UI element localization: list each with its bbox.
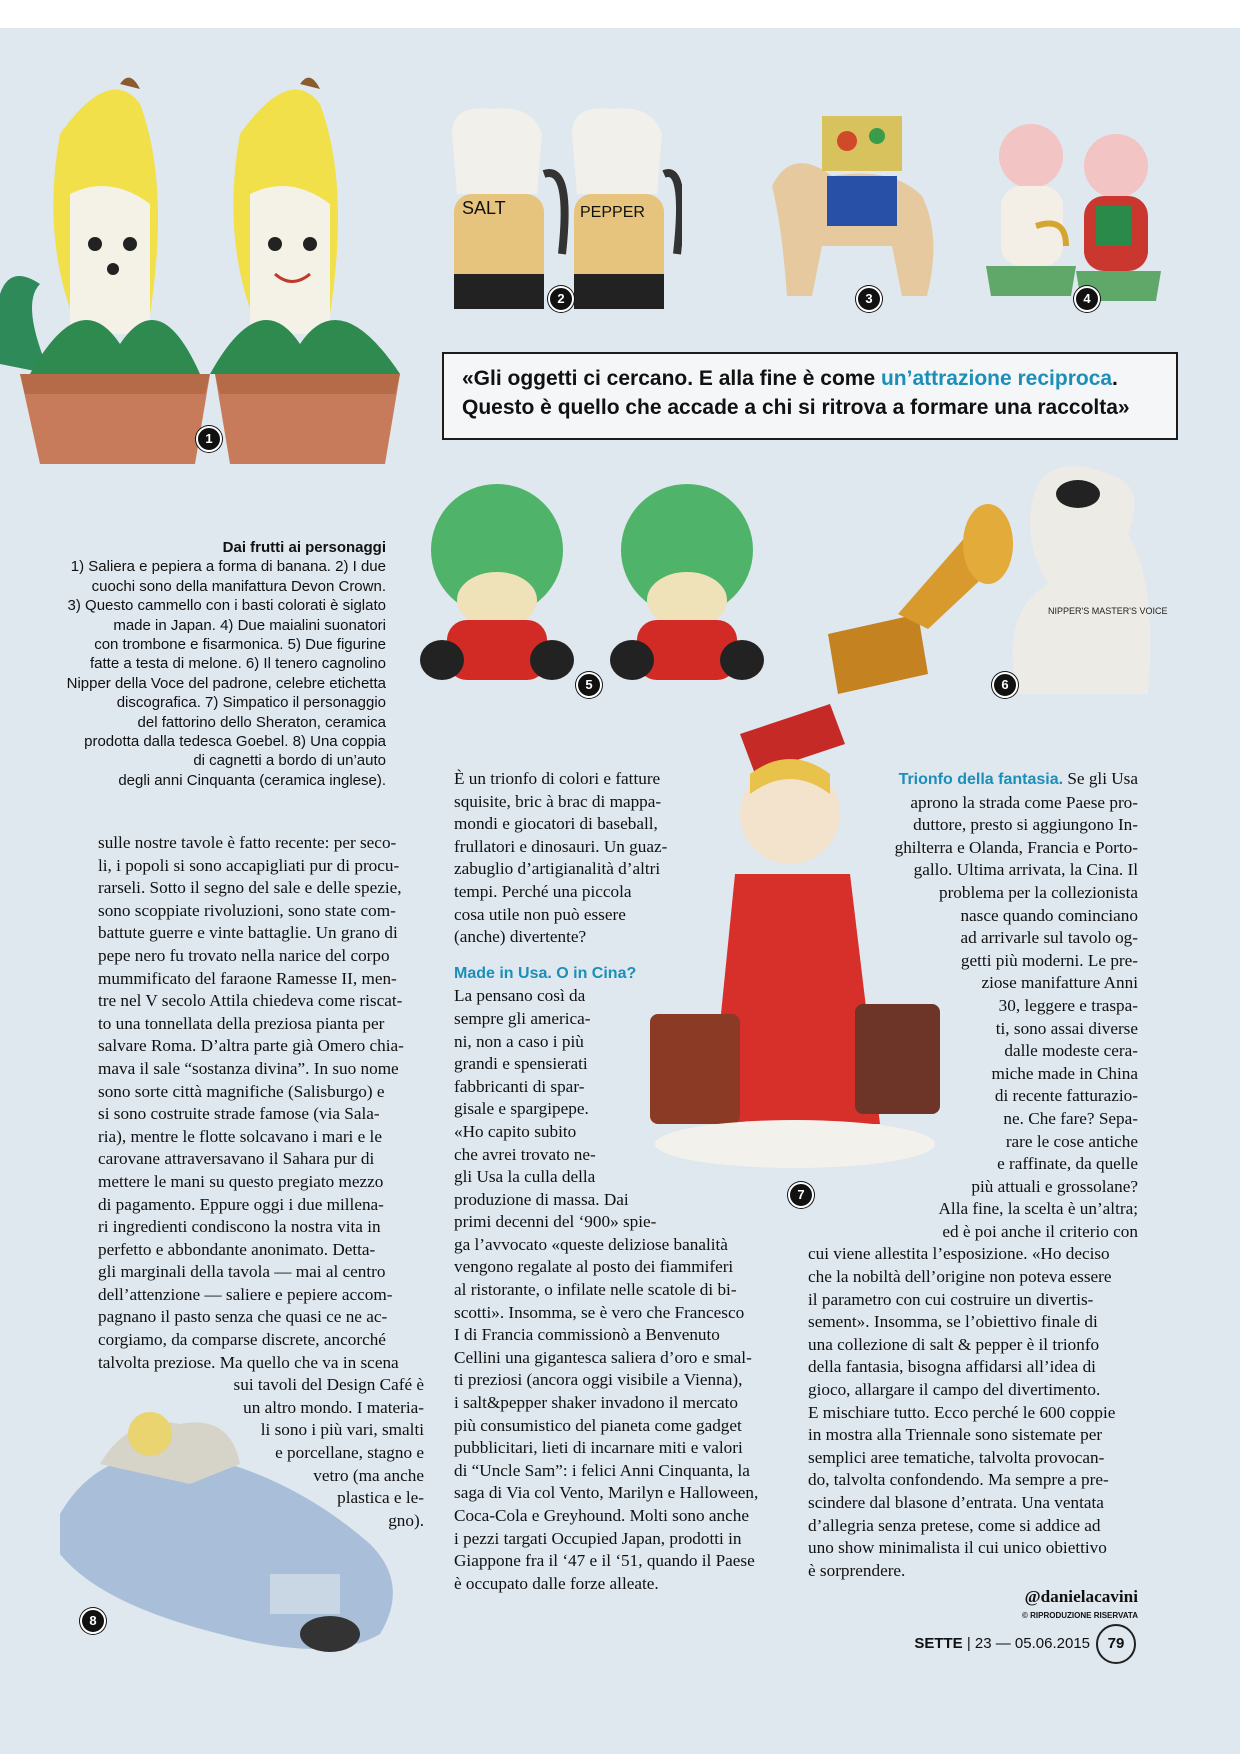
caption-line: Nipper della Voce del padrone, celebre etichetta [66,674,386,692]
text-line: sement». Insomma, se l’obiettivo finale di [808,1312,1098,1332]
text-line: sui tavoli del Design Café è [233,1375,424,1395]
text-line: squisite, bric à brac di mappa- [454,791,662,811]
caption-line: degli anni Cinquanta (ceramica inglese). [118,771,386,789]
text-line: i pezzi targati Occupied Japan, prodotti in [454,1528,742,1548]
page-number: 79 [1107,1635,1125,1652]
text-line: un altro mondo. I materia- [243,1397,424,1417]
text-line: produzione di massa. Dai [454,1189,629,1209]
text-line: ziose manifatture Anni [981,973,1138,993]
caption-line: discografica. 7) Simpatico il personaggio [116,694,386,712]
text-line: getti più moderni. Le pre- [960,950,1138,970]
photo-number-badge: 2 [548,286,574,312]
text-line: miche made in China [991,1063,1138,1083]
text-line: al ristorante, o infilate nelle scatole di bi- [454,1280,737,1300]
text-line: gallo. Ultima arrivata, la Cina. Il [913,860,1138,880]
text-line: si sono costruite strade famose (via Sala- [98,1104,380,1124]
text-line: tre nel V secolo Attila chiedeva come riscat- [98,991,403,1011]
text-line: rare le cose antiche [1005,1131,1138,1151]
text-line: più consumistico del pianeta come gadget [454,1415,742,1435]
salt-label: SALT [462,198,506,218]
text-line: d’allegria senza pretese, come si addice ad [808,1515,1101,1535]
text-line: gisale e spargipepe. [454,1099,589,1119]
author-signature: @danielacavini [1024,1587,1138,1607]
photo-number-badge: 7 [788,1182,814,1208]
text-line: sono scoppiate rivoluzioni, sono state com- [98,900,396,920]
text-line: tempi. Perché una piccola [454,881,632,901]
subheading-made-in-usa: Made in Usa. O in Cina? [454,964,637,982]
text-line: sulle nostre tavole è fatto recente: per seco- [98,833,397,852]
text-line: ghilterra e Olanda, Francia e Porto- [894,837,1138,857]
text-line: pagnano il pasto senza che quasi ce ne ac- [98,1307,388,1327]
text-line: saga di Via col Vento, Marilyn e Halloween, [454,1483,759,1503]
photo-number-badge: 6 [992,672,1018,698]
article-column-1 [98,832,424,1532]
text-line: di recente fatturazio- [994,1086,1138,1106]
article-column-3 [808,768,1138,1623]
pig-musician-shakers-photo [976,106,1166,316]
text-line: (anche) divertente? [454,927,587,947]
text-line: sono sorte città magnifiche (Salisburgo) e [98,1081,385,1101]
photo-number-badge: 3 [856,286,882,312]
melon-head-shakers-photo [412,480,782,700]
page-footer [900,1634,1090,1654]
text-line: ga l’avvocato «queste deliziose banalità [454,1234,728,1254]
text-line: Alla fine, la scelta è un’altra; [938,1199,1138,1219]
caption-line: 3) Questo cammello con i basti colorati è siglato [67,597,386,615]
text-line: il parametro con cui costruire un divertis- [808,1289,1094,1309]
magazine-name: SETTE [914,1635,963,1652]
photo-number-badge: 1 [196,426,222,452]
text-line: zabuglio d’artigianalità d’altri [454,859,661,879]
text-line: «Ho capito subito [454,1121,577,1141]
text-line: perfetto e abbondante anonimato. Detta- [98,1239,376,1259]
text-line: scindere dal blasone d’entrata. Una ventata [808,1493,1104,1512]
text-line: vengono regalate al posto dei fiammiferi [454,1257,734,1277]
photo-number-badge: 4 [1074,286,1100,312]
text-line: talvolta preziose. Ma quello che va in scena [98,1352,399,1372]
text-line: che avrei trovato ne- [454,1144,596,1164]
caption-line: fatte a testa di melone. 6) Il tenero cagnolino [89,655,386,673]
text-line: aprono la strada come Paese pro- [910,792,1138,812]
text-line: grandi e spensierati [454,1054,588,1074]
subheading-trionfo: Trionfo della fantasia. [898,771,1064,788]
banana-shakers-photo [0,44,430,484]
text-line: scotti». Insomma, se è vero che Francesco [454,1302,745,1322]
text-line: to una tonnellata della preziosa pianta per [98,1013,385,1033]
text-line: carovane attraversavano il Sahara pur di [98,1149,375,1169]
text-line: È un trionfo di colori e fatture [454,769,661,788]
text-line: gli Usa la culla della [454,1167,596,1187]
text-line: frullatori e dinosauri. Un guaz- [454,836,668,856]
caption-line: cuochi sono della manifattura Devon Crown. [91,577,386,595]
text-line: mava il sale “sostanza divina”. In suo nome [98,1058,399,1078]
text-line: Cellini una gigantesca saliera d’oro e smal- [454,1347,752,1367]
text-line: Giappone fra il ‘47 e il ‘51, quando il Paese [454,1551,755,1571]
text-line: mummificato del faraone Ramesse II, men- [98,968,397,988]
text-line: semplici aree tematiche, talvolta provocan- [808,1447,1105,1467]
text-line: gli marginali della tavola — mai al centro [98,1262,386,1282]
text-line: ed è poi anche il criterio con [942,1221,1138,1241]
issue-date: 23 — 05.06.2015 [974,1635,1090,1652]
text-line: battute guerre e vinte battaglie. Un grano di [98,923,398,943]
quote-text-end: . [1112,367,1118,390]
text-line: una collezione di salt & pepper è il trionfo [808,1334,1100,1354]
text-line: do, talvolta confondendo. Ma sempre a pre- [808,1470,1109,1490]
footer-separator: | [962,1635,975,1652]
text-line: di pagamento. Eppure oggi i due millena- [98,1194,384,1214]
text-line: pubblicitari, lieti di incarnare miti e valori [454,1438,743,1458]
text-line: fabbricanti di spar- [454,1076,585,1096]
text-line: cui viene allestita l’esposizione. «Ho deciso [808,1244,1110,1264]
caption-title: Dai frutti ai personaggi [222,539,386,556]
text-line: duttore, presto si aggiungono In- [913,815,1138,835]
text-line: i salt&pepper shaker invadono il mercato [454,1393,738,1413]
text-line: rarseli. Sotto il segno del sale e delle spezie, [98,878,402,898]
text-line: La pensano così da [454,986,586,1006]
quote-highlight: un’attrazione reciproca [880,367,1113,390]
chef-shakers-photo [432,104,682,314]
camel-shaker-photo [752,106,952,306]
text-line: primi decenni del ‘900» spie- [454,1212,657,1232]
text-line: è occupato dalle forze alleate. [454,1573,659,1593]
text-line: dell’attenzione — saliere e pepiere accom- [98,1284,393,1304]
text-line: I di Francia commissionò a Benvenuto [454,1325,720,1345]
text-line: sempre gli america- [454,1008,591,1028]
dog-label: NIPPER'S MASTER'S VOICE [1048,606,1168,616]
caption-body [30,557,386,790]
text-line: E mischiare tutto. Ecco perché le 600 coppie [808,1402,1116,1422]
text-line: che la nobiltà dell’origine non poteva essere [808,1267,1112,1287]
text-line: nasce quando cominciano [960,905,1138,925]
quote-text-start: «Gli oggetti ci cercano. E alla fine è come [462,367,881,390]
text-line: mettere le mani su questo pregiato mezzo [98,1171,384,1191]
text-line: salvare Roma. D’altra parte già Omero chia- [98,1036,404,1056]
text-fragment: Se gli Usa [1063,769,1138,788]
text-line: e porcellane, stagno e [275,1443,424,1463]
text-line: corgiamo, da comparse discrete, ancorché [98,1330,386,1350]
text-line: in mostra alla Triennale sono sistemate per [808,1425,1103,1445]
magazine-page [0,28,1240,1754]
text-line: gno). [388,1510,424,1530]
page-number-circle [1096,1624,1136,1664]
text-line: dalle modeste cera- [1004,1041,1138,1061]
caption-line: 1) Saliera e pepiera a forma di banana. 2) I due [70,558,386,576]
photo-number-badge: 8 [80,1608,106,1634]
text-line: ad arrivarle sul tavolo og- [960,928,1138,948]
text-line: ne. Che fare? Sepa- [1003,1108,1138,1128]
text-line: ni, non a caso i più [454,1031,584,1051]
text-line: mondi e giocatori di baseball, [454,814,658,834]
copyright-notice: © RIPRODUZIONE RISERVATA [1022,1610,1138,1620]
photo-number-badge: 5 [576,672,602,698]
text-line: uno show minimalista il cui unico obiettivo [808,1538,1107,1558]
quote-line-2: Questo è quello che accade a chi si ritrova a formare una raccolta» [462,396,1130,419]
text-line: della fantasia, bisogna affidarsi all’idea di [808,1357,1096,1377]
text-line: più attuali e grossolane? [971,1176,1138,1196]
text-line: cosa utile non può essere [454,904,626,924]
article-column-2 [454,768,784,1595]
pepper-label: PEPPER [580,204,645,221]
caption-line: prodotta dalla tedesca Goebel. 8) Una coppia [84,733,386,751]
pull-quote [442,352,1178,440]
text-line: ri ingredienti condiscono la nostra vita in [98,1217,381,1237]
text-line: e raffinate, da quelle [997,1154,1138,1174]
caption-line: con trombone e fisarmonica. 5) Due figurine [94,636,386,654]
text-line: ti preziosi (ancora oggi visibile a Vienna), [454,1370,743,1390]
text-line: li sono i più vari, smalti [260,1420,424,1440]
text-line [808,768,1138,792]
text-line: gioco, allargare il campo del divertimento. [808,1380,1101,1400]
text-line: ria), mentre le flotte solcavano i mari e le [98,1126,382,1146]
text-line: è sorprendere. [808,1560,906,1580]
text-line: pepe nero fu trovato nella narice del corpo [98,945,390,965]
caption-line: di cagnetti a bordo di un’auto [193,752,386,770]
text-line: di “Uncle Sam”: i felici Anni Cinquanta, la [454,1460,750,1480]
photo-caption [30,538,386,790]
text-line: plastica e le- [337,1488,424,1508]
text-line: ti, sono assai diverse [995,1018,1138,1038]
caption-line: del fattorino dello Sheraton, ceramica [137,713,386,731]
text-line: Coca-Cola e Greyhound. Molti sono anche [454,1506,749,1525]
text-line: 30, leggere e traspa- [998,995,1138,1015]
text-line: vetro (ma anche [313,1465,424,1485]
caption-line: made in Japan. 4) Due maialini suonatori [113,616,386,634]
text-line: li, i popoli si sono accapigliati pur di procu- [98,855,400,875]
text-line: problema per la collezionista [938,882,1138,902]
